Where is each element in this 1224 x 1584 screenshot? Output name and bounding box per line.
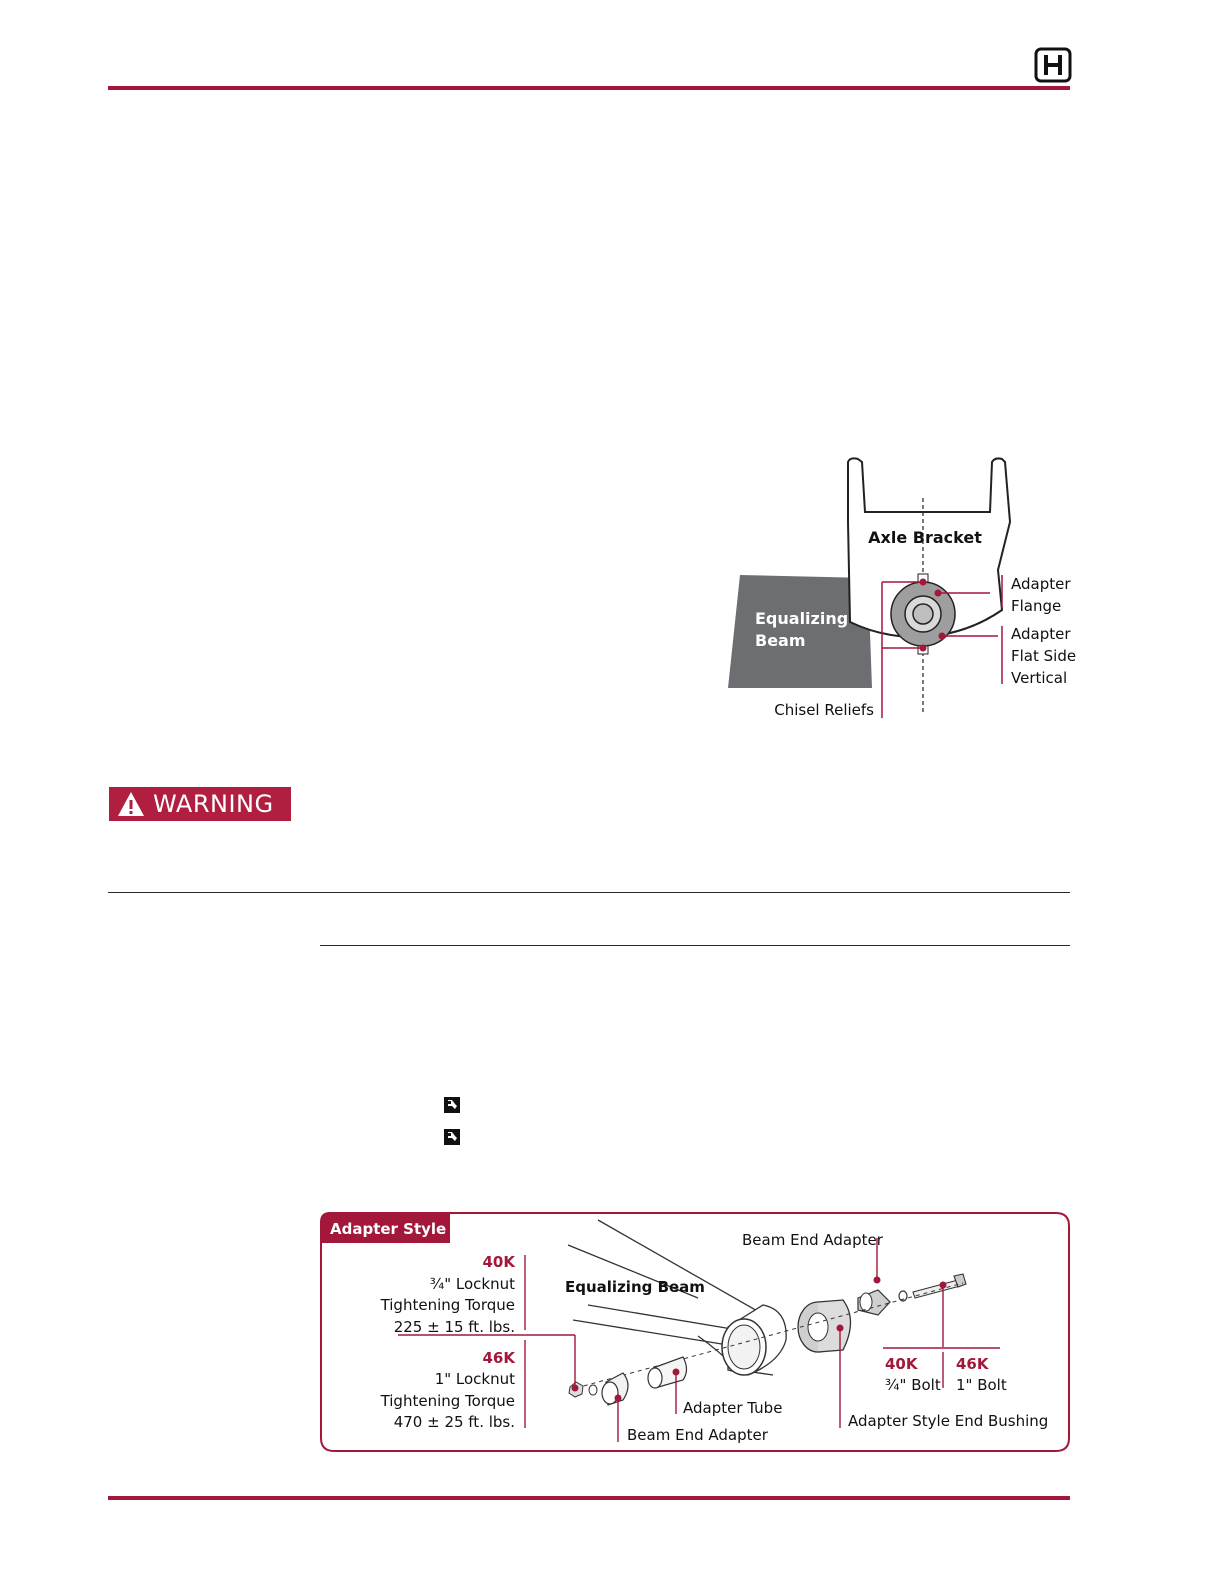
end-bushing-label: Adapter Style End Bushing [848, 1412, 1049, 1430]
equalizing-beam-label: Equalizing Beam [565, 1278, 705, 1296]
beam-end-adapter-top-label: Beam End Adapter [742, 1231, 883, 1249]
axle-bracket-figure [700, 450, 1090, 730]
chisel-reliefs-label: Chisel Reliefs [774, 701, 874, 719]
locknut-46k-size: 1" Locknut [434, 1370, 515, 1388]
flat-side-label-3: Vertical [1011, 669, 1068, 687]
adapter-style-figure [318, 1210, 1072, 1454]
locknut-40k-torque-label: Tightening Torque [380, 1296, 515, 1314]
warning-badge [109, 787, 291, 821]
locknut-40k-size: ¾" Locknut [429, 1275, 515, 1293]
locknut-40k-torque-value: 225 ± 15 ft. lbs. [393, 1318, 515, 1336]
locknut-46k-torque-label: Tightening Torque [380, 1392, 515, 1410]
equalizing-beam-label-2: Beam [755, 631, 806, 650]
footer-rule [108, 1496, 1070, 1500]
subsection-rule [320, 945, 1070, 946]
adapter-flange-label: Adapter [1011, 575, 1071, 593]
bolt-40k-size: ¾" Bolt [885, 1376, 941, 1394]
bolt-46k-size: 1" Bolt [956, 1376, 1007, 1394]
adapter-tube-label: Adapter Tube [683, 1399, 783, 1417]
warning-label: WARNING [153, 790, 274, 818]
warning-triangle-icon [117, 791, 145, 817]
equalizing-beam-label: Equalizing [755, 609, 849, 628]
bolt-40k-code: 40K [885, 1355, 918, 1373]
bolt-46k-code: 46K [956, 1355, 989, 1373]
wrench-icon [443, 1128, 461, 1146]
wrench-icon [443, 1096, 461, 1114]
axle-bracket-label: Axle Bracket [868, 528, 982, 547]
locknut-40k-code: 40K [482, 1253, 515, 1271]
section-rule [108, 892, 1070, 893]
beam-end-adapter-bottom-label: Beam End Adapter [627, 1426, 768, 1444]
locknut-46k-code: 46K [482, 1349, 515, 1367]
locknut-46k-torque-value: 470 ± 25 ft. lbs. [393, 1413, 515, 1431]
flat-side-label: Adapter [1011, 625, 1071, 643]
adapter-flange-label-2: Flange [1011, 597, 1062, 615]
header-rule [108, 86, 1070, 90]
h-brand-logo-icon [1034, 47, 1072, 83]
flat-side-label-2: Flat Side [1011, 647, 1077, 665]
adapter-style-tab-label: Adapter Style [330, 1220, 447, 1238]
